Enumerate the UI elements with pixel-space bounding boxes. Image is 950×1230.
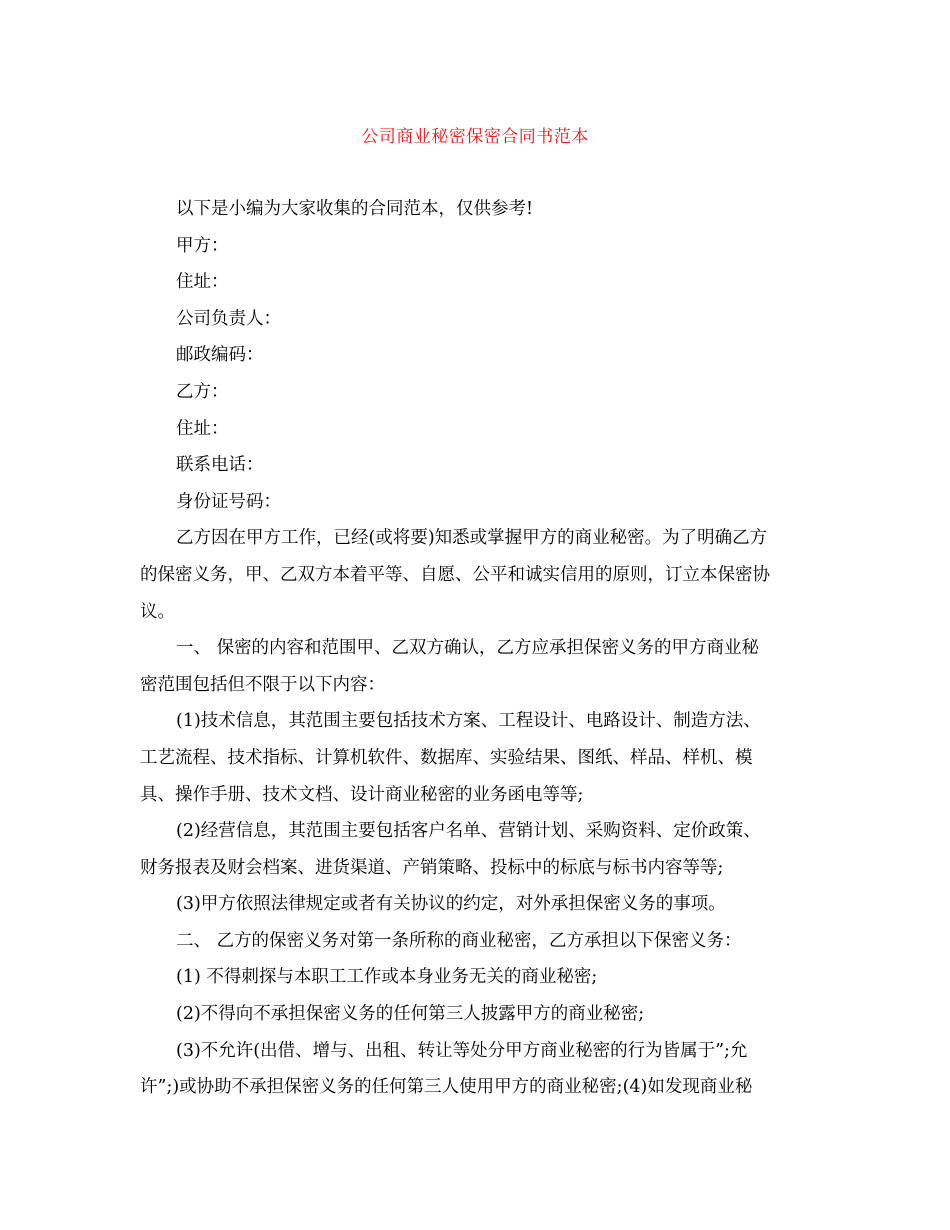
text-line: 密范围包括但不限于以下内容： xyxy=(140,674,385,695)
text-line: 乙方因在甲方工作，已经(或将要)知悉或掌握甲方的商业秘密。为了明确乙方 xyxy=(176,528,768,549)
text-line: 甲方： xyxy=(176,235,229,256)
text-line: (3)不允许(出借、增与、出租、转让等处分甲方商业秘密的行为皆属于”;允 xyxy=(176,1040,748,1061)
text-line: 二、 乙方的保密义务对第一条所称的商业秘密，乙方承担以下保密义务： xyxy=(176,930,742,951)
text-line: 工艺流程、技术指标、计算机软件、数据库、实验结果、图纸、样品、样机、模 xyxy=(140,747,753,768)
text-line: 议。 xyxy=(140,601,175,622)
text-line: 以下是小编为大家收集的合同范本，仅供参考! xyxy=(176,199,534,219)
text-line: 具、操作手册、技术文档、设计商业秘密的业务函电等等; xyxy=(140,784,584,805)
text-line: (2)经营信息，其范围主要包括客户名单、营销计划、采购资料、定价政策、 xyxy=(176,821,761,842)
text-line: 许”;)或协助不承担保密义务的任何第三人使用甲方的商业秘密;(4)如发现商业秘 xyxy=(140,1077,753,1098)
text-line: 乙方： xyxy=(176,381,229,402)
text-line: 邮政编码： xyxy=(176,345,264,366)
text-line: 一、 保密的内容和范围甲、乙双方确认，乙方应承担保密义务的甲方商业秘 xyxy=(176,638,760,659)
document-title: 公司商业秘密保密合同书范本 xyxy=(361,127,589,147)
text-line: (2)不得向不承担保密义务的任何第三人披露甲方的商业秘密; xyxy=(176,1004,645,1025)
document-body xyxy=(140,191,806,1106)
text-line: (1) 不得刺探与本职工工作或本身业务无关的商业秘密; xyxy=(176,967,598,988)
text-line: 联系电话： xyxy=(176,455,264,476)
text-line: 的保密义务，甲、乙双方本着平等、自愿、公平和诚实信用的原则，订立本保密协 xyxy=(140,564,770,585)
text-line: 住址： xyxy=(176,418,229,439)
text-line: (1)技术信息，其范围主要包括技术方案、工程设计、电路设计、制造方法、 xyxy=(176,711,761,732)
text-line: (3)甲方依照法律规定或者有关协议的约定，对外承担保密义务的事项。 xyxy=(176,894,726,915)
text-line: 住址： xyxy=(176,272,229,293)
text-line: 公司负责人： xyxy=(176,308,281,329)
text-line: 财务报表及财会档案、进货渠道、产销策略、投标中的标底与标书内容等等; xyxy=(140,857,724,878)
text-line: 身份证号码： xyxy=(176,491,281,512)
